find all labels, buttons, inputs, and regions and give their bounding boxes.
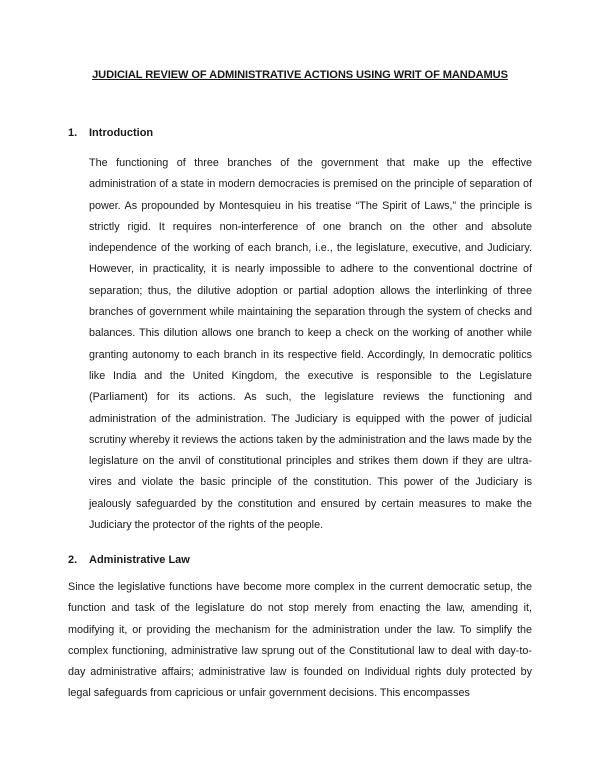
section-heading-introduction	[68, 127, 153, 139]
section-heading-administrative-law	[68, 554, 190, 566]
section-number: 2.	[68, 554, 78, 566]
section-number: 1.	[68, 127, 78, 139]
section-heading-text: Introduction	[89, 127, 154, 139]
administrative-law-paragraph: Since the legislative functions have become more complex in the current democratic setup, the function and task of the legislature do not stop merely from enacting the law, amending it, modifying it, or providing the mechanism for the administration under the law. To simplify the complex functioning, administrative law sprung out of the Constitutional law to deal with day-to-day administrative affairs; administrative law is founded on Individual rights duly protected by legal safeguards from capricious or unfair government decisions. This encompasses	[68, 581, 532, 700]
introduction-paragraph: The functioning of three branches of the government that make up the effective administration of a state in modern democracies is premised on the principle of separation of power. As propounded by Montesquieu in his treatise “The Spirit of Laws,” the principle is strictly rigid. It requires non-interference of one branch on the other and absolute independence of the working of each branch, i.e., the legislature, executive, and Judiciary. However, in practicality, it is nearly impossible to adhere to the conventional doctrine of separation; thus, the dilutive adoption or partial adoption allows the interlinking of three branches of government while maintaining the separation through the system of checks and balances. This dilution allows one branch to keep a check on the working of another while granting autonomy to each branch in its respective field. Accordingly, In democratic politics like India and the United Kingdom, the executive is responsible to the Legislature (Parliament) for its actions. As such, the legislature reviews the functioning and administration of the administration. The Judiciary is equipped with the power of judicial scrutiny whereby it reviews the actions taken by the administration and the laws made by the legislature on the anvil of constitutional principles and strikes them down if they are ultra-vires and violate the basic principle of the constitution. This power of the Judiciary is jealously safeguarded by the constitution and ensured by certain measures to make the Judiciary the protector of the rights of the people.	[89, 157, 532, 532]
document-title: JUDICIAL REVIEW OF ADMINISTRATIVE ACTIONS USING WRIT OF MANDAMUS	[92, 69, 508, 81]
section-heading-text: Administrative Law	[89, 554, 190, 566]
